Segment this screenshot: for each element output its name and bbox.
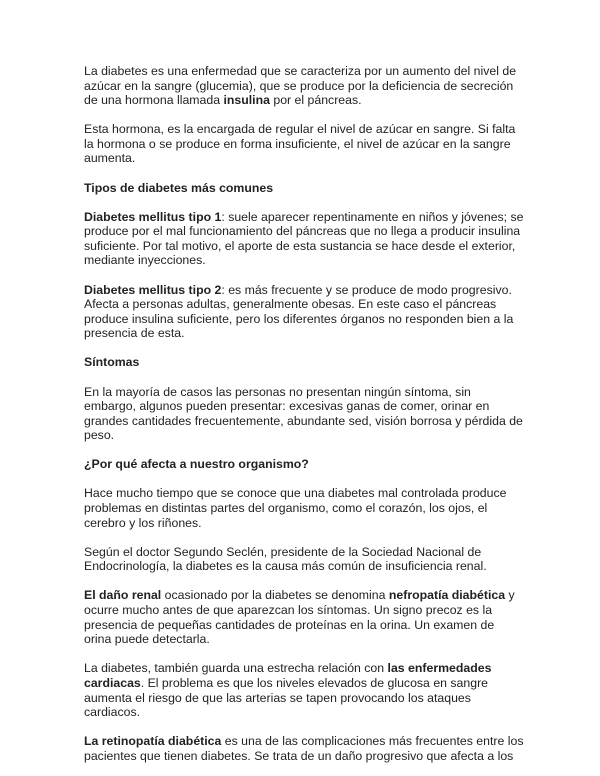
bold-term-cardiacas: las enfermedades cardiacas xyxy=(84,661,492,690)
document-body xyxy=(84,64,524,776)
bold-term-tipo-1: Diabetes mellitus tipo 1 xyxy=(84,209,222,224)
paragraph-hormona: Esta hormona, es la encargada de regular el nivel de azúcar en sangre. Si falta la hormona o se produce en forma insuficiente, el nivel de azúcar en la sangre aumenta. xyxy=(84,122,516,166)
bold-term-insulina: insulina xyxy=(223,93,270,108)
bold-term-nefropatia: nefropatía diabética xyxy=(388,588,506,603)
paragraph-text: . El problema es que los niveles elevados de glucosa en sangre aumenta el riesgo de que las arterias se tapen provocando los ataques cardiacos. xyxy=(84,675,489,720)
paragraph-retinopatia xyxy=(84,734,524,763)
bold-term-tipo-2: Diabetes mellitus tipo 2 xyxy=(84,282,222,297)
paragraph-text: La diabetes, también guarda una estrecha relación con xyxy=(84,661,388,676)
paragraph-cardiacas xyxy=(84,661,524,719)
heading-afecta: ¿Por qué afecta a nuestro organismo? xyxy=(84,457,309,472)
paragraph-tipo-1 xyxy=(84,210,524,268)
paragraph-intro xyxy=(84,64,524,108)
heading-tipos: Tipos de diabetes más comunes xyxy=(84,180,274,195)
paragraph-text: es una de las complicaciones más frecuentes entre los pacientes que tienen diabetes. Se trata de un daño progresivo que afecta a los xyxy=(84,734,524,763)
paragraph-tipo-2 xyxy=(84,283,524,341)
bold-term-retinopatia: La retinopatía diabética xyxy=(84,734,222,749)
paragraph-text: ocasionado por la diabetes se denomina xyxy=(161,588,389,603)
paragraph-text: y ocurre mucho antes de que aparezcan los síntomas. Un signo precoz es la presencia de pequeñas cantidades de proteínas en la orina. Un examen de orina puede detectarla. xyxy=(84,588,515,647)
paragraph-text: : es más frecuente y se produce de modo progresivo. Afecta a personas adultas, generalmente obesas. En este caso el páncreas produce insulina suficiente, pero los diferentes órganos no responden bien a la presencia de esta. xyxy=(84,282,514,341)
paragraph-text: La diabetes es una enfermedad que se caracteriza por un aumento del nivel de azúcar en la sangre (glucemia), que se produce por la deficiencia de secreción de una hormona llamada xyxy=(84,64,517,108)
paragraph-organismo: Hace mucho tiempo que se conoce que una diabetes mal controlada produce problemas en distintas partes del organismo, como el corazón, los ojos, el cerebro y los riñones. xyxy=(84,486,507,530)
paragraph-text: por el páncreas. xyxy=(269,93,362,108)
paragraph-sintomas: En la mayoría de casos las personas no presentan ningún síntoma, sin embargo, algunos pueden presentar: excesivas ganas de comer, orinar en grandes cantidades frecuentemente, abundante sed, visión borrosa y pérdida de peso. xyxy=(84,384,523,443)
paragraph-dano-renal xyxy=(84,588,524,646)
heading-sintomas: Síntomas xyxy=(84,355,140,370)
paragraph-seclen: Según el doctor Segundo Seclén, presidente de la Sociedad Nacional de Endocrinología, la diabetes es la causa más común de insuficiencia renal. xyxy=(84,544,487,574)
paragraph-text: : suele aparecer repentinamente en niños y jóvenes; se produce por el mal funcionamiento del páncreas que no llega a producir insulina suficiente. Por tal motivo, el aporte de esta sustancia se hace desde el exterior, mediante inyecciones. xyxy=(84,209,524,268)
bold-term-dano-renal: El daño renal xyxy=(84,588,162,603)
